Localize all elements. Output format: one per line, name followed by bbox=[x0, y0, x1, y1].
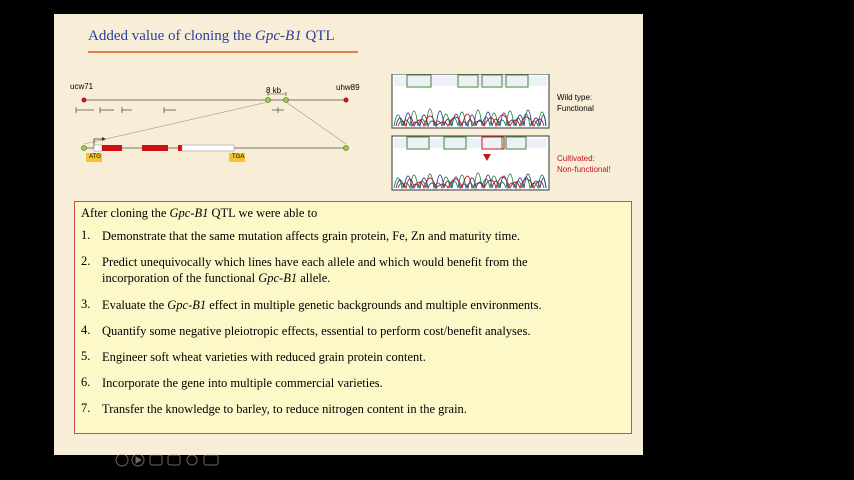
chromatogram-wild-type bbox=[392, 74, 549, 128]
cultivated-label: Cultivated: Non-functional! bbox=[557, 154, 611, 174]
start-codon-label: ATG bbox=[89, 154, 101, 160]
marker-left-label: ucw71 bbox=[70, 82, 94, 91]
wild-type-label: Wild type: Functional bbox=[557, 93, 594, 113]
slideshow-controls[interactable] bbox=[114, 452, 244, 468]
slide-title: Added value of cloning the Gpc-B1 QTL bbox=[88, 28, 335, 44]
chromatogram-cultivated bbox=[392, 136, 549, 190]
exon-3-utr bbox=[182, 145, 234, 151]
stop-codon-label: TGA bbox=[232, 154, 245, 160]
findings-box: After cloning the Gpc-B1 QTL we were able to 1. Demonstrate that the same mutation affects grain protein, Fe, Zn and maturity time. 2. Predict unequivocally which lines have each allele and which would benefit from the incorporation of the functional Gpc-B1 allele. 3. Evaluate the Gpc-B1 effect in multiple genetic backgrounds and multiple environments. 4. Quantify some negative pleiotropic effects, essential to perform cost/benefit analyses. 5. Engineer soft wheat varieties with reduced grain protein content. 6. Incorporate the gene into multiple commercial varieties. 7. Transfer the knowledge to barley, to reduce nitrogen content in the grain. bbox=[74, 201, 632, 434]
exon-1-utr bbox=[94, 145, 102, 151]
exon-3 bbox=[178, 145, 182, 151]
more-icon bbox=[204, 455, 218, 465]
marker-ucw71 bbox=[82, 98, 87, 103]
gene-map-diagram bbox=[64, 74, 624, 199]
previous-icon bbox=[116, 454, 128, 466]
marker-right-label: uhw89 bbox=[336, 83, 360, 92]
marker-uhw89 bbox=[344, 98, 349, 103]
interval-label: 8 kb bbox=[266, 86, 282, 95]
slide bbox=[54, 14, 643, 455]
grid-icon bbox=[168, 455, 180, 465]
title-underline bbox=[88, 51, 358, 53]
exon-2 bbox=[142, 145, 168, 151]
findings-intro: After cloning the Gpc-B1 QTL we were able to bbox=[81, 206, 318, 220]
pen-icon bbox=[150, 455, 162, 465]
exon-1 bbox=[102, 145, 122, 151]
zoom-icon bbox=[187, 455, 197, 465]
